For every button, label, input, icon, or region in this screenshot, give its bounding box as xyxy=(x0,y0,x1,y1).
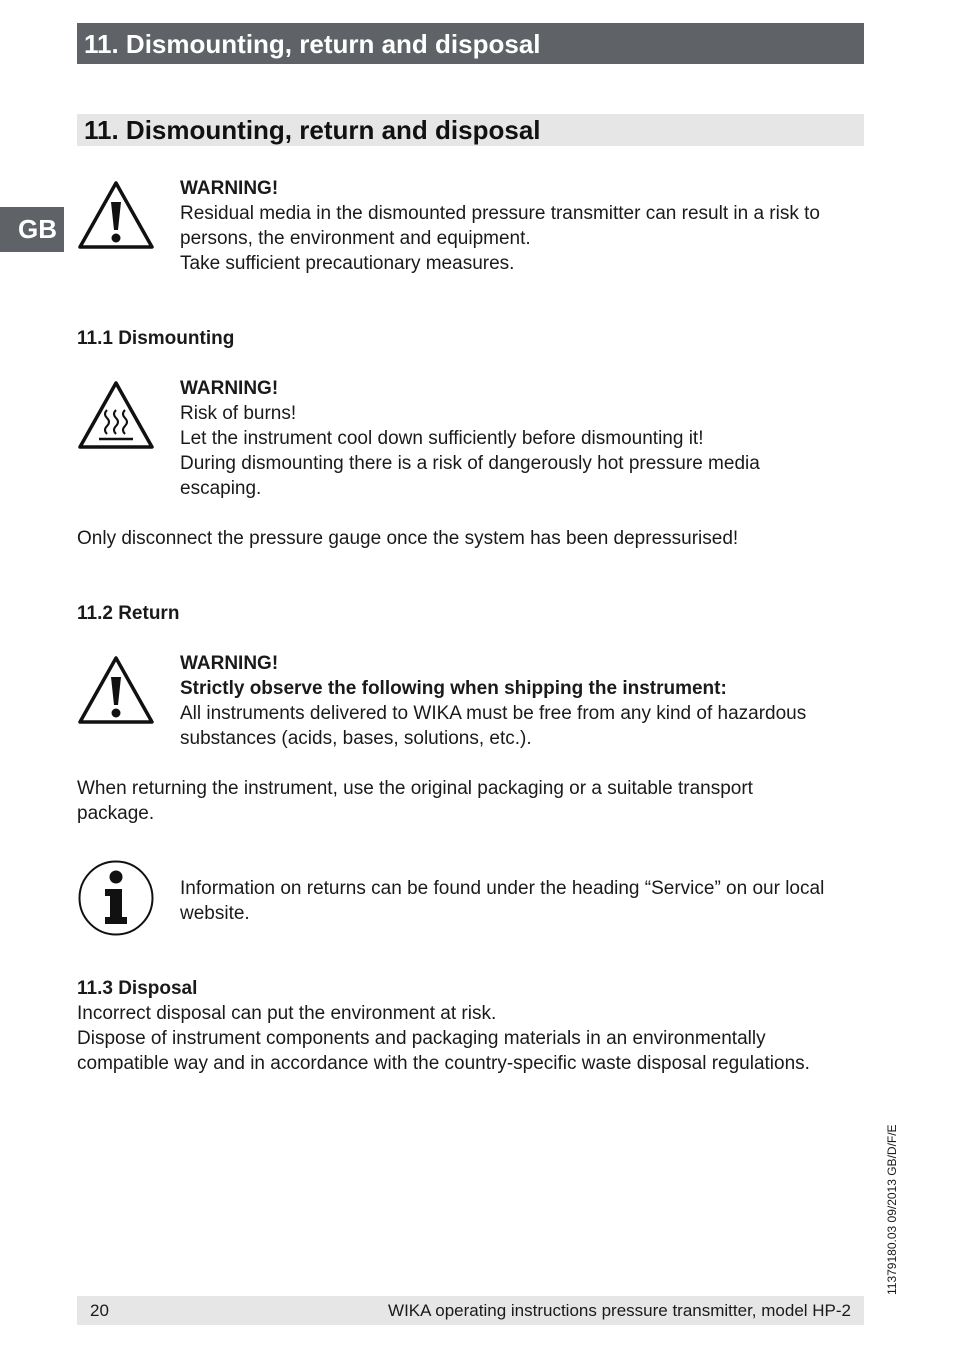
language-tab: GB xyxy=(0,207,64,252)
subsection-heading-disposal: 11.3 Disposal xyxy=(77,978,198,999)
warning-text-line: Let the instrument cool down sufficiently before dismounting it! xyxy=(180,428,704,449)
warning-triangle-icon xyxy=(77,655,155,725)
warning-label: WARNING! xyxy=(180,653,279,674)
warning-text-line: Take sufficient precautionary measures. xyxy=(180,253,515,274)
paragraph-line: package. xyxy=(77,803,155,824)
warning-text-line: Risk of burns! xyxy=(180,403,297,424)
info-text-line: Information on returns can be found under the heading “Service” on our local xyxy=(180,878,825,899)
disposal-section xyxy=(77,976,810,1076)
footer-bar xyxy=(77,1296,864,1325)
paragraph-line: When returning the instrument, use the original packaging or a suitable transport xyxy=(77,778,753,799)
section-heading: 11. Dismounting, return and disposal xyxy=(77,114,864,146)
information-icon xyxy=(77,859,155,937)
info-text-line: website. xyxy=(180,903,250,924)
hot-surface-warning-icon xyxy=(77,380,155,450)
info-returns-block xyxy=(180,876,824,926)
warning-text-line: escaping. xyxy=(180,478,262,499)
paragraph-line: compatible way and in accordance with the country-specific waste disposal regulations. xyxy=(77,1053,810,1074)
dismounting-note: Only disconnect the pressure gauge once the system has been depressurised! xyxy=(77,528,739,549)
subsection-heading-dismounting: 11.1 Dismounting xyxy=(77,328,235,349)
warning-bold-line: Strictly observe the following when shipping the instrument: xyxy=(180,678,727,699)
warning-label: WARNING! xyxy=(180,378,279,399)
warning-label: WARNING! xyxy=(180,178,279,199)
warning-text-line: Residual media in the dismounted pressure transmitter can result in a risk to xyxy=(180,203,820,224)
document-title: WIKA operating instructions pressure transmitter, model HP-2 xyxy=(388,1301,851,1320)
paragraph-line: Dispose of instrument components and packaging materials in an environmentally xyxy=(77,1028,766,1049)
warning-general-block xyxy=(180,176,820,276)
warning-text-line: During dismounting there is a risk of dangerously hot pressure media xyxy=(180,453,760,474)
page-number: 20 xyxy=(90,1301,109,1320)
warning-text-line: persons, the environment and equipment. xyxy=(180,228,531,249)
warning-burns-block xyxy=(180,376,760,501)
document-code: 11379180.03 09/2013 GB/D/F/E xyxy=(885,1124,899,1295)
warning-shipping-block xyxy=(180,651,806,751)
chapter-header-bar xyxy=(77,23,864,64)
warning-text-line: substances (acids, bases, solutions, etc.). xyxy=(180,728,532,749)
chapter-title: 11. Dismounting, return and disposal xyxy=(84,29,541,59)
subsection-heading-return: 11.2 Return xyxy=(77,603,180,624)
paragraph-line: Incorrect disposal can put the environment at risk. xyxy=(77,1003,497,1024)
return-packaging-paragraph xyxy=(77,776,753,826)
warning-text-line: All instruments delivered to WIKA must be free from any kind of hazardous xyxy=(180,703,807,724)
warning-triangle-icon xyxy=(77,180,155,250)
